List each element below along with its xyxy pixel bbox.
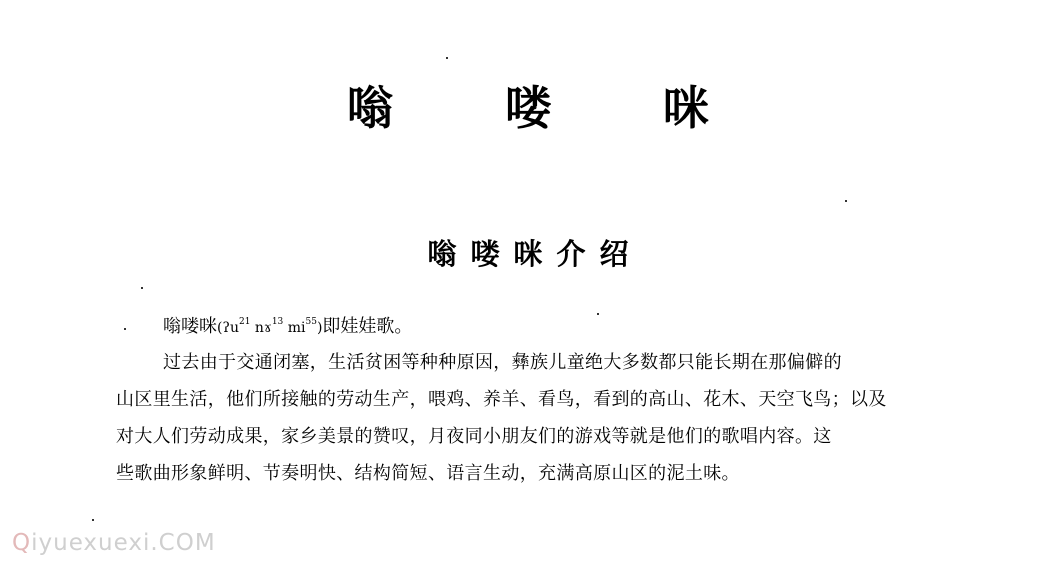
scan-speck [141, 287, 143, 289]
site-watermark [12, 530, 216, 556]
ipa-syllable-1: ʔu [222, 320, 239, 336]
scan-speck [845, 200, 847, 202]
intro-line [163, 314, 412, 341]
tone-1: 21 [239, 317, 251, 327]
watermark-text: iyuexuexi.COM [31, 530, 216, 556]
body-line: 过去由于交通闭塞，生活贫困等种种原因，彝族儿童绝大多数都只能长期在那偏僻的 [163, 352, 842, 373]
main-title: 嗡 喽 咪 [346, 81, 758, 135]
body-paragraph [116, 344, 966, 492]
intro-term: 嗡喽咪 [163, 316, 217, 337]
scan-speck [597, 313, 599, 315]
body-line: 些歌曲形象鲜明、节奏明快、结构简短、语言生动，充满高原山区的泥土味。 [116, 463, 740, 484]
ipa-open: ( [217, 320, 223, 336]
tone-3: 55 [305, 317, 317, 327]
body-line: 山区里生活，他们所接触的劳动生产，喂鸡、养羊、看鸟，看到的高山、花木、天空飞鸟；以及 [116, 389, 887, 410]
section-title: 嗡喽咪介绍 [427, 237, 643, 271]
tone-2: 13 [271, 317, 284, 327]
ipa-syllable-2: nɤ [250, 320, 272, 336]
ipa-close: ) [316, 320, 323, 336]
intro-rest: 即娃娃歌。 [322, 316, 413, 337]
scan-speck [124, 328, 126, 330]
scan-speck [92, 519, 94, 521]
watermark-prefix: Q [12, 530, 32, 556]
body-line: 对大人们劳动成果，家乡美景的赞叹，月夜同小朋友们的游戏等就是他们的歌唱内容。这 [116, 426, 832, 447]
scan-speck [446, 57, 448, 59]
ipa-syllable-3: mi [283, 320, 306, 336]
